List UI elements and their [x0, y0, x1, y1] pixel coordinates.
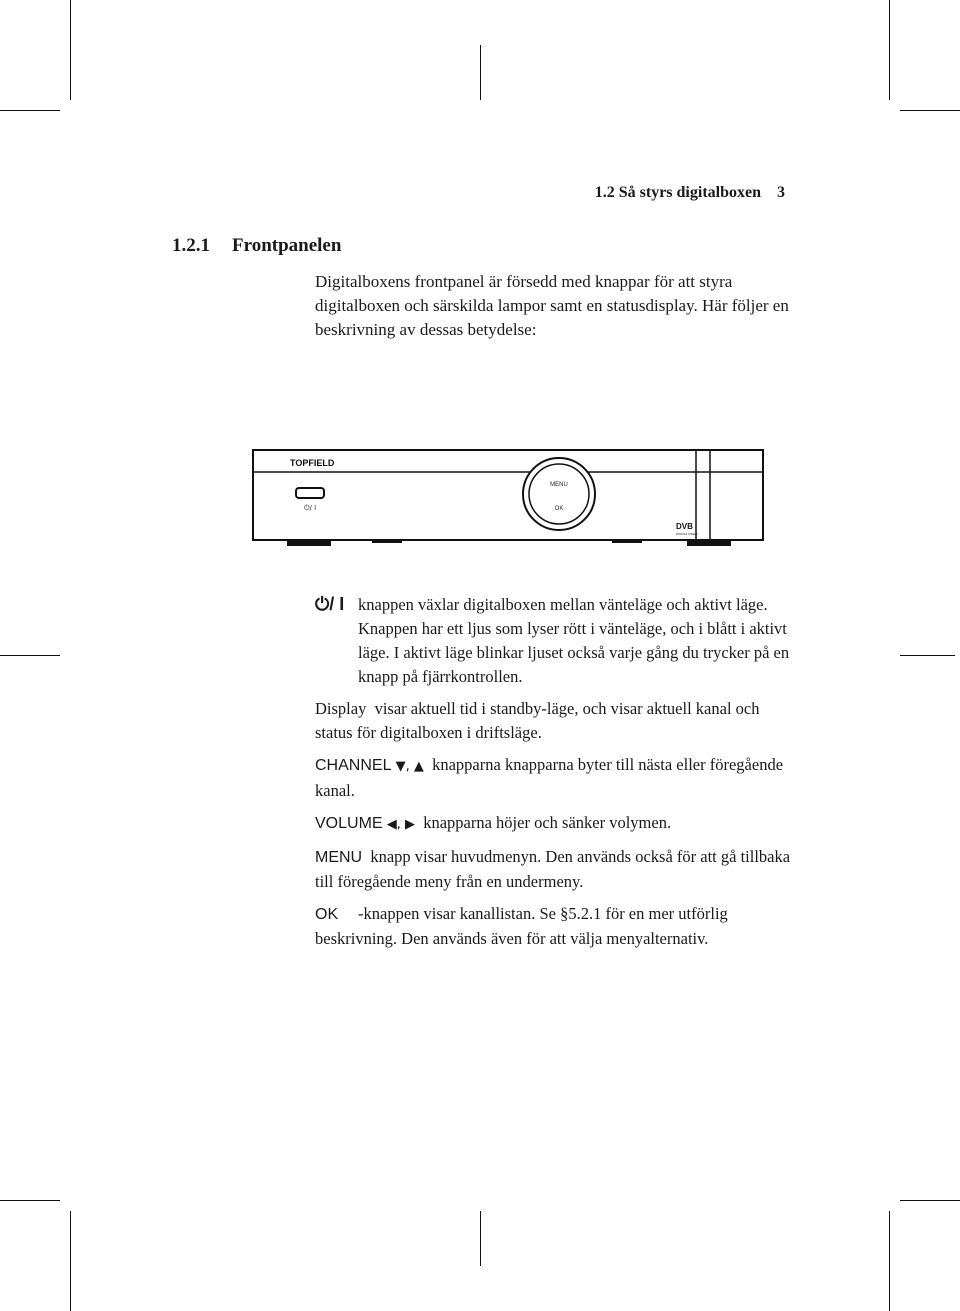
item-menu-term: MENU [315, 849, 363, 866]
crop-mark [0, 655, 60, 656]
item-channel-term: CHANNEL [315, 757, 392, 774]
foot [372, 540, 402, 543]
item-display [315, 697, 795, 745]
crop-mark [70, 1211, 71, 1311]
crop-mark [0, 1200, 60, 1201]
volume-arrows: ◀, ▶ [386, 817, 415, 832]
item-power [315, 592, 795, 689]
front-panel-illustration [252, 448, 764, 548]
item-menu-desc: knapp visar huvudmenyn. Den används också för att gå tillbaka till föregående meny från en undermeny. [315, 847, 791, 891]
running-title: 1.2 Så styrs digitalboxen [594, 184, 761, 201]
channel-arrows: ▼, ▲ [395, 759, 424, 774]
item-display-desc: visar aktuell tid i standby-läge, och visar aktuell kanal och status för digitalboxen i driftsläge. [315, 699, 760, 742]
menu-label[interactable]: MENU [550, 482, 568, 488]
brand-logo: TOPFIELD [290, 458, 335, 468]
page-number: 3 [777, 184, 785, 201]
crop-mark [900, 655, 955, 656]
foot [687, 540, 731, 546]
item-volume-desc: knapparna höjer och sänker volymen. [423, 813, 672, 832]
ok-label[interactable]: OK [554, 506, 564, 512]
dvb-sub: DIGITAL VIDEO [676, 532, 698, 536]
crop-mark [480, 1211, 481, 1266]
foot [612, 540, 642, 543]
crop-mark [900, 110, 960, 111]
power-label: ⏻/ I [304, 504, 317, 512]
intro-paragraph: Digitalboxens frontpanel är försedd med knappar för att styra digitalboxen och särskilda lampor samt en statusdisplay. Här följer en beskrivning av dessas betydelse: [315, 272, 789, 339]
item-volume [315, 811, 795, 837]
foot [287, 540, 331, 546]
item-ok-desc: -knappen visar kanallistan. Se §5.2.1 för en mer utförlig beskrivning. Den används även för att välja menyalternativ. [315, 904, 728, 948]
item-power-desc: knappen växlar digitalboxen mellan vänteläge och aktivt läge. Knappen har ett ljus som lyser rött i vänteläge, och i blått i aktivt läge. I aktivt läge blinkar ljuset också varje gång du trycker på en knapp på fjärrkontrollen. [358, 595, 790, 686]
item-ok-term: OK [315, 906, 339, 923]
item-channel [315, 753, 795, 803]
item-display-term: Display [315, 699, 367, 718]
crop-mark [0, 110, 60, 111]
item-channel-desc: knapparna knapparna byter till nästa eller föregående kanal. [315, 755, 784, 800]
item-volume-term: VOLUME [315, 815, 383, 832]
dvb-logo: DVB [676, 522, 693, 531]
control-descriptions [315, 592, 795, 959]
section-heading [172, 235, 341, 257]
section-title: Frontpanelen [232, 235, 342, 256]
crop-mark [480, 45, 481, 100]
crop-mark [900, 1200, 960, 1201]
crop-mark [889, 1211, 890, 1311]
section-number: 1.2.1 [172, 235, 210, 256]
power-button[interactable] [296, 488, 324, 498]
item-ok [315, 902, 795, 951]
running-header [560, 184, 785, 202]
crop-mark [889, 0, 890, 100]
power-icon: ⏻/ I [315, 594, 345, 614]
crop-mark [70, 0, 71, 100]
item-menu [315, 845, 795, 894]
